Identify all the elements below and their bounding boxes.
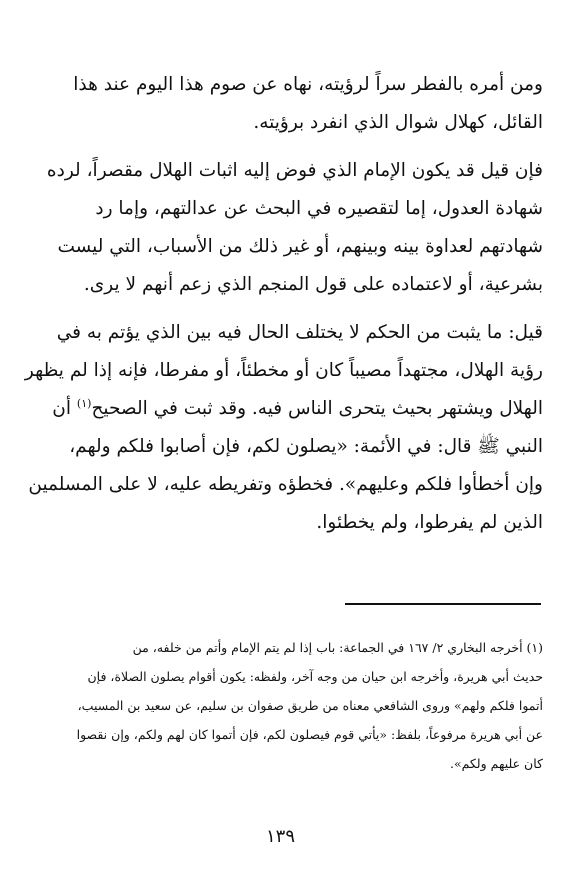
footnote-line: (١) أخرجه البخاري ٢/ ١٦٧ في الجماعة: باب إذا لم يتم الإمام وأتم من خلفه، من xyxy=(132,640,543,655)
footnote-line: حديث أبي هريرة، وأخرجه ابن حيان من وجه آخر، ولفظه: يكون أقوام يصلون الصلاة، فإن xyxy=(87,669,543,684)
footnote xyxy=(20,633,543,778)
text-line: الذين لم يفرطوا، ولم يخطئوا. xyxy=(316,512,543,533)
text-line: النبي ﷺ قال: في الأئمة: «يصلون لكم، فإن أصابوا فلكم ولهم، xyxy=(69,436,543,457)
footnote-separator xyxy=(345,603,541,605)
text-line: ومن أمره بالفطر سراً لرؤيته، نهاه عن صوم هذا اليوم عند هذا xyxy=(73,74,543,95)
text-line: قيل: ما يثبت من الحكم لا يختلف الحال فيه بين الذي يؤتم به في xyxy=(56,322,543,343)
text-line: وإن أخطأوا فلكم وعليهم». فخطؤه وتفريطه عليه، لا على المسلمين xyxy=(28,474,543,495)
paragraph-3 xyxy=(20,314,543,542)
footnote-line: عن أبي هريرة مرفوعاً، بلفظ: «يأتي قوم فيصلون لكم، فإن أتموا كان لهم ولكم، وإن نقصوا xyxy=(76,727,543,742)
text-line: القائل، كهلال شوال الذي انفرد برؤيته. xyxy=(253,112,543,133)
text-line xyxy=(20,390,543,428)
paragraph-2 xyxy=(20,152,543,304)
footnote-line: أتموا فلكم ولهم» وروى الشافعي معناه من طريق صفوان بن سليم، عن سعيد بن المسيب، xyxy=(77,698,543,713)
text-line: بشرعية، أو لاعتماده على قول المنجم الذي زعم أنهم لا يرى. xyxy=(83,274,543,295)
paragraph-1 xyxy=(20,66,543,142)
page-number: ١٣٩ xyxy=(265,826,295,847)
main-text xyxy=(20,66,543,552)
text-segment: أن xyxy=(52,398,72,419)
text-line: شهادتهم لعداوة بينه وبينهم، أو غير ذلك من الأسباب، التي ليست xyxy=(57,236,543,257)
text-line: رؤية الهلال، مجتهداً مصيباً كان أو مخطئاً، أو مفرطا، فإنه إذا لم يظهر xyxy=(24,360,543,381)
text-line: شهادة العدول، إما لتقصيره في البحث عن عدالتهم، وإما رد xyxy=(95,198,543,219)
footnote-marker[interactable]: (١) xyxy=(76,396,92,410)
footnote-line: كان عليهم ولكم». xyxy=(449,756,543,771)
text-line: فإن قيل قد يكون الإمام الذي فوض إليه اثبات الهلال مقصراً، لرده xyxy=(46,160,543,181)
text-segment: الهلال ويشتهر بحيث يتحرى الناس فيه. وقد ثبت في الصحيح xyxy=(91,398,543,419)
